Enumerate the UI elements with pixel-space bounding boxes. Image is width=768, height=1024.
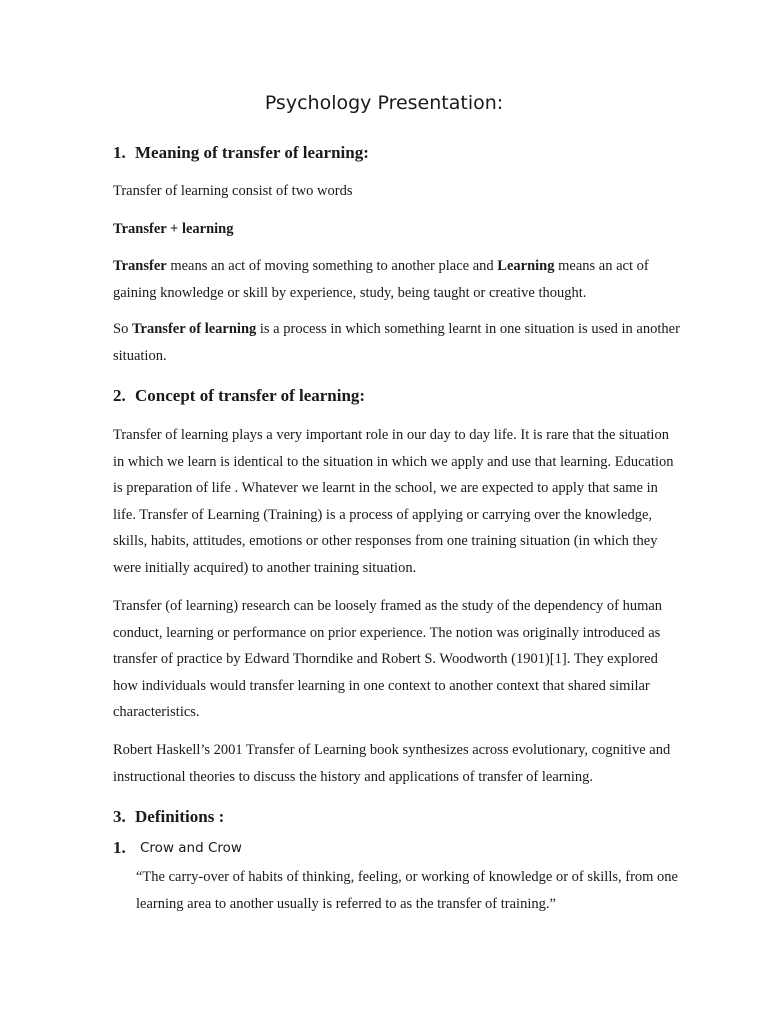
text-run: means an act of gaining knowledge or skill by experience, study, being taught or creative thought.	[113, 258, 649, 301]
bold-term-learning: Learning	[497, 258, 555, 274]
section-heading-definitions	[113, 807, 224, 827]
section-heading-concept	[113, 386, 365, 406]
section-heading-meaning	[113, 143, 369, 163]
section-number: 1.	[113, 143, 126, 162]
paragraph-transfer-of-learning	[113, 316, 683, 369]
definition-quote: “The carry-over of habits of thinking, feeling, or working of knowledge or of skills, from one learning area to another usually is referred to as the transfer of training.”	[136, 869, 678, 912]
bold-term-transfer: Transfer	[113, 258, 167, 274]
paragraph-concept-2: Transfer (of learning) research can be loosely framed as the study of the dependency of human conduct, learning or performance on prior experience. The notion was originally introduced as transfer of practice by Edward Thorndike and Robert S. Woodworth (1901)[1]. They explored how individuals would transfer learning in one context to another context that shared similar characteristics.	[113, 598, 663, 721]
section-heading-text: Meaning of transfer of learning:	[135, 143, 369, 162]
document-title: Psychology Presentation:	[264, 92, 504, 114]
definition-number: 1.	[113, 838, 126, 857]
definition-author: Crow and Crow	[140, 840, 242, 856]
bold-text: Transfer + learning	[113, 221, 234, 237]
paragraph-transfer-plus-learning	[113, 216, 683, 243]
paragraph-transfer-definition	[113, 253, 683, 306]
text-run: means an act of moving something to another place and	[166, 258, 498, 274]
paragraph-concept-1: Transfer of learning plays a very important role in our day to day life. It is rare that the situation in which we learn is identical to the situation in which we apply and use that learning. Education is preparation of life . Whatever we learnt in the school, we are expected to apply that same in life. Transfer of Learning (Training) is a process of applying or carrying over the knowledge, skills, habits, attitudes, emotions or other responses from one training situation (in which they were initially acquired) to another training situation.	[113, 427, 674, 576]
paragraph-two-words: Transfer of learning consist of two words	[113, 183, 353, 199]
bold-term-transfer-of-learning: Transfer of learning	[131, 321, 257, 337]
section-heading-text: Definitions :	[135, 807, 225, 826]
paragraph-concept-3: Robert Haskell’s 2001 Transfer of Learning book synthesizes across evolutionary, cognitive and instructional theories to discuss the history and applications of transfer of learning.	[113, 742, 671, 785]
section-heading-text: Concept of transfer of learning:	[135, 386, 366, 405]
text-run: is a process in which something learnt in one situation is used in another situation.	[113, 321, 680, 364]
text-run: So	[113, 321, 132, 337]
section-number: 2.	[113, 386, 126, 405]
section-number: 3.	[113, 807, 126, 826]
